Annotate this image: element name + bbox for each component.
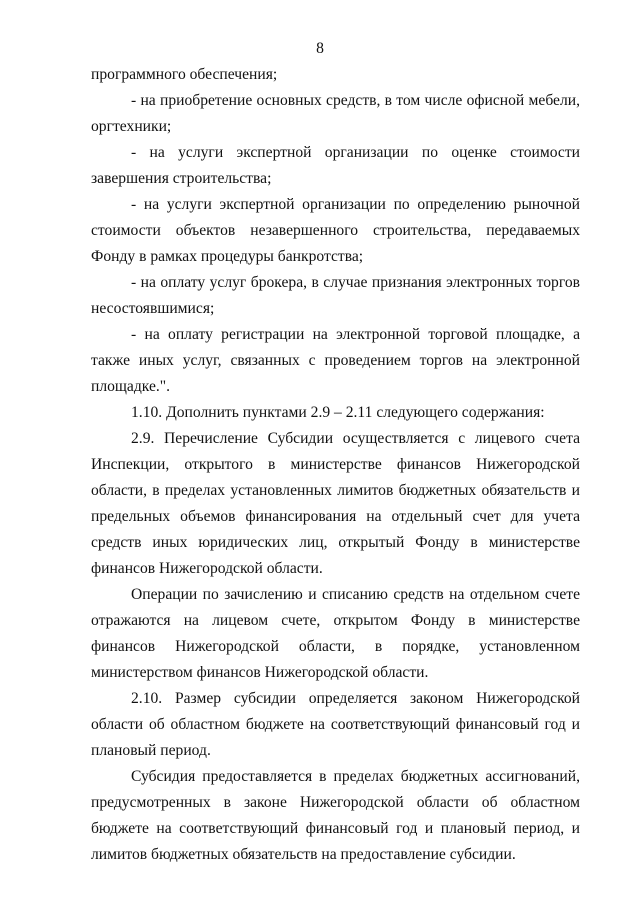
paragraph: 2.9. Перечисление Субсидии осуществляется с лицевого счета Инспекции, открытого в министерстве финансов Нижегородской области, в пределах установленных лимитов бюджетных обязательств и предельных объемов финансирования на отдельный счет для учета средств иных юридических лиц, открытый Фонду в министерстве финансов Нижегородской области. bbox=[91, 430, 580, 577]
paragraph: Субсидия предоставляется в пределах бюджетных ассигнований, предусмотренных в законе Нижегородской области об областном бюджете на соответствующий финансовый год и плановый период, и лимитов бюджетных обязательств на предоставление субсидии. bbox=[91, 768, 580, 863]
paragraph: 2.10. Размер субсидии определяется законом Нижегородской области об областном бюджете на соответствующий финансовый год и плановый период. bbox=[91, 690, 580, 759]
paragraph: 1.10. Дополнить пунктами 2.9 – 2.11 следующего содержания: bbox=[131, 404, 545, 421]
document-body bbox=[91, 62, 580, 868]
paragraph: программного обеспечения; bbox=[91, 66, 278, 83]
paragraph: - на оплату регистрации на электронной торговой площадке, а также иных услуг, связанных с проведением торгов на электронной площадке.". bbox=[91, 326, 580, 395]
paragraph: - на оплату услуг брокера, в случае признания электронных торгов несостоявшимися; bbox=[91, 274, 580, 317]
paragraph: Операции по зачислению и списанию средств на отдельном счете отражаются на лицевом счете, открытом Фонду в министерстве финансов Нижегородской области, в порядке, установленном министерством финансов Нижегородской области. bbox=[91, 586, 580, 681]
page-number: 8 bbox=[316, 40, 324, 57]
paragraph: - на приобретение основных средств, в том числе офисной мебели, оргтехники; bbox=[91, 92, 580, 135]
paragraph: - на услуги экспертной организации по определению рыночной стоимости объектов незавершенного строительства, передаваемых Фонду в рамках процедуры банкротства; bbox=[91, 196, 580, 265]
paragraph: - на услуги экспертной организации по оценке стоимости завершения строительства; bbox=[91, 144, 580, 187]
